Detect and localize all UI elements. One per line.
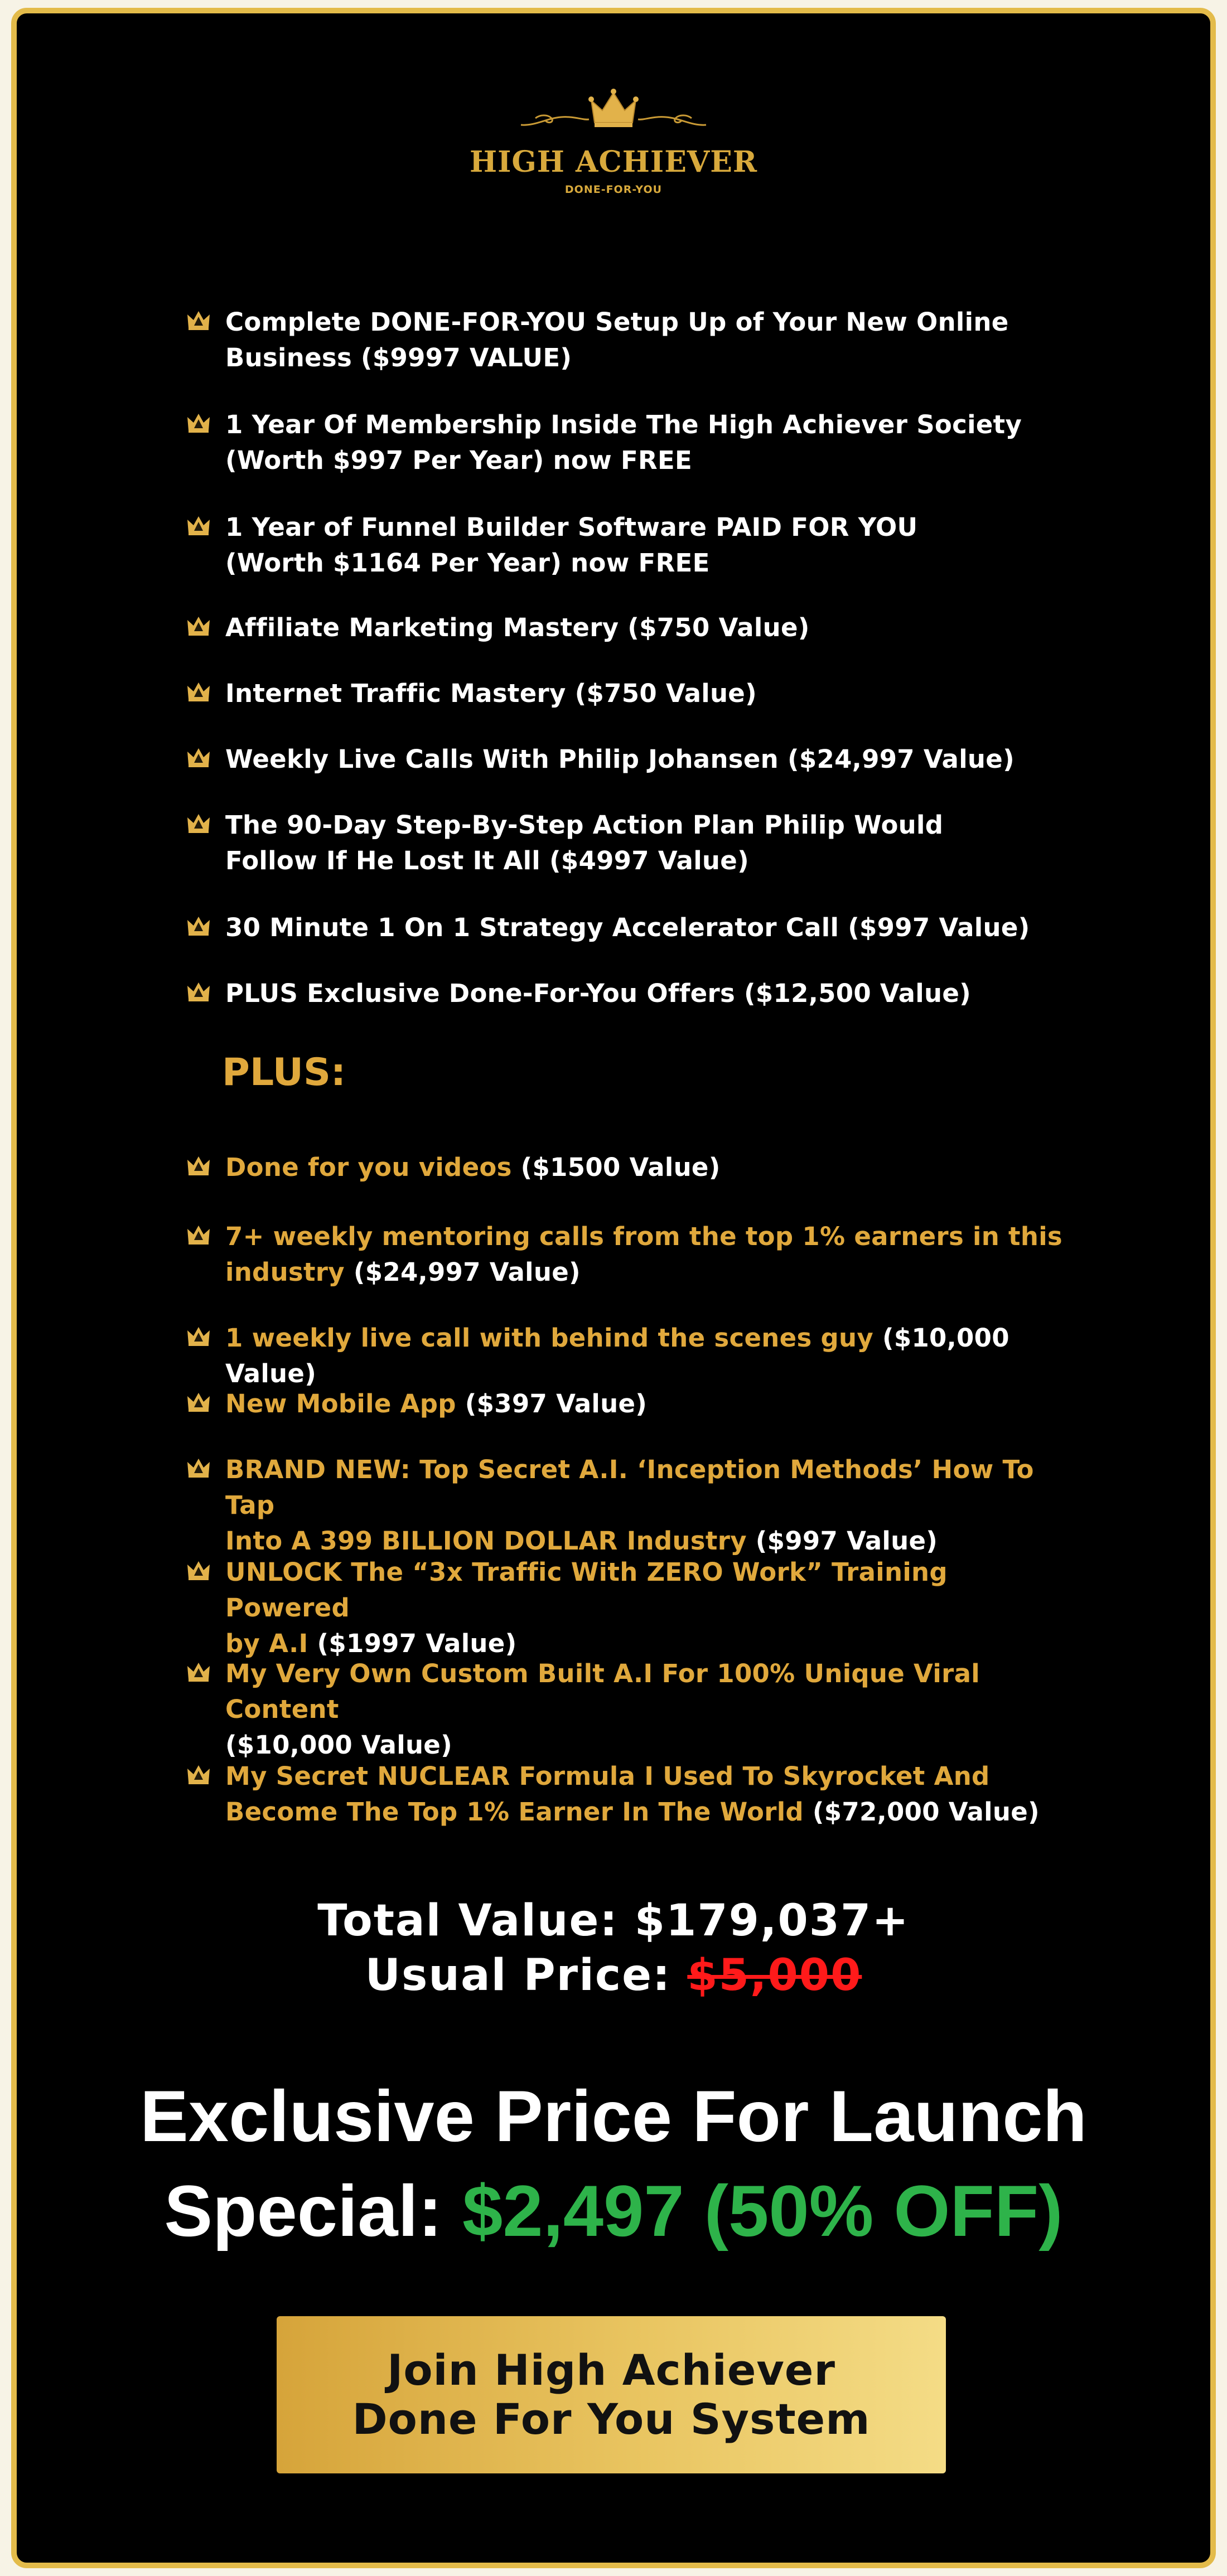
special-label: Special: xyxy=(164,2170,463,2251)
plus-offer-line xyxy=(225,1150,721,1185)
core-offer-item xyxy=(186,610,1079,646)
launch-price: $2,497 (50% OFF) xyxy=(462,2170,1063,2251)
plus-offer-text xyxy=(225,1386,647,1422)
crown-bullet-icon xyxy=(186,1456,211,1479)
join-button-line1: Join High Achiever xyxy=(387,2345,835,2395)
crown-bullet-icon xyxy=(186,1154,211,1176)
plus-offer-title: 1 weekly live call with behind the scenes guy xyxy=(225,1323,873,1353)
core-offer-line: (Worth $997 Per Year) now FREE xyxy=(225,446,693,475)
plus-offer-value: ($1500 Value) xyxy=(511,1153,721,1182)
plus-offer-line xyxy=(225,1219,1062,1255)
crown-logo-icon xyxy=(513,86,714,133)
total-value: Total Value: $179,037+ xyxy=(317,1896,910,1946)
exclusive-price-block xyxy=(17,2069,1210,2258)
core-offer-item xyxy=(186,910,1079,946)
join-button-line2: Done For You System xyxy=(352,2394,871,2444)
crown-bullet-icon xyxy=(186,411,211,434)
plus-offer-title: My Very Own Custom Built A.I For 100% Unique Viral Content xyxy=(225,1659,980,1724)
core-offer-line: 1 Year of Funnel Builder Software PAID FOR YOU xyxy=(225,512,918,542)
crown-bullet-icon xyxy=(186,914,211,937)
core-offer-text xyxy=(225,510,917,581)
crown-bullet-icon xyxy=(186,1559,211,1581)
plus-offer-title: Into A 399 BILLION DOLLAR Industry xyxy=(225,1526,747,1556)
plus-offer-text xyxy=(225,1320,1079,1392)
crown-bullet-icon xyxy=(186,1660,211,1683)
usual-price-label: Usual Price: xyxy=(365,1950,688,2001)
crown-bullet-icon xyxy=(186,1763,211,1785)
plus-offer-line xyxy=(225,1452,1079,1523)
plus-offer-text xyxy=(225,1555,1079,1662)
plus-offer-title: 7+ weekly mentoring calls from the top 1% earners in this xyxy=(225,1222,1063,1251)
core-offer-line: Complete DONE-FOR-YOU Setup Up of Your New Online xyxy=(225,307,1009,337)
plus-offer-title: UNLOCK The “3x Traffic With ZERO Work” Training Powered xyxy=(225,1557,948,1623)
plus-offer-item xyxy=(186,1320,1079,1392)
plus-offer-line xyxy=(225,1727,1079,1763)
plus-offer-title: BRAND NEW: Top Secret A.I. ‘Inception Methods’ How To Tap xyxy=(225,1455,1034,1520)
crown-bullet-icon xyxy=(186,614,211,637)
core-offer-item xyxy=(186,676,1079,711)
exclusive-special-line xyxy=(17,2163,1210,2258)
crown-bullet-icon xyxy=(186,746,211,768)
plus-offer-title: by A.I xyxy=(225,1629,308,1658)
plus-offer-item xyxy=(186,1219,1079,1290)
core-offer-text xyxy=(225,976,971,1011)
core-offer-line: (Worth $1164 Per Year) now FREE xyxy=(225,548,710,578)
join-button[interactable] xyxy=(277,2316,946,2473)
plus-offer-item xyxy=(186,1656,1079,1763)
total-value-block xyxy=(17,1894,1210,2003)
core-offer-line: 30 Minute 1 On 1 Strategy Accelerator Call ($997 Value) xyxy=(225,913,1030,942)
plus-offer-value: ($10,000 Value) xyxy=(225,1730,452,1760)
crown-bullet-icon xyxy=(186,980,211,1003)
core-offer-line: Follow If He Lost It All ($4997 Value) xyxy=(225,846,749,875)
plus-offer-item xyxy=(186,1452,1079,1559)
usual-price-line xyxy=(17,1948,1210,2003)
plus-offer-line xyxy=(225,1320,1079,1392)
plus-offer-value: ($72,000 Value) xyxy=(803,1797,1040,1827)
plus-offer-title: Become The Top 1% Earner In The World xyxy=(225,1797,804,1827)
core-offer-item xyxy=(186,304,1079,376)
plus-offer-title: My Secret NUCLEAR Formula I Used To Skyrocket And xyxy=(225,1761,990,1791)
plus-offer-line xyxy=(225,1794,1040,1830)
plus-offer-line xyxy=(225,1759,1040,1794)
plus-offer-text xyxy=(225,1150,721,1185)
core-offer-line: Internet Traffic Mastery ($750 Value) xyxy=(225,679,757,708)
plus-offer-value: ($1997 Value) xyxy=(308,1629,517,1658)
plus-offer-line xyxy=(225,1555,1079,1626)
core-offer-line: 1 Year Of Membership Inside The High Achiever Society xyxy=(225,410,1022,439)
brand-subtitle: DONE-FOR-YOU xyxy=(564,183,663,196)
core-offer-text xyxy=(225,610,810,646)
plus-offer-title: industry xyxy=(225,1257,345,1287)
core-offer-item xyxy=(186,510,1079,581)
offer-card xyxy=(11,8,1216,2568)
plus-offer-text xyxy=(225,1656,1079,1763)
plus-offer-value: ($24,997 Value) xyxy=(344,1257,581,1287)
crown-bullet-icon xyxy=(186,1325,211,1347)
crown-bullet-icon xyxy=(186,309,211,331)
core-offer-item xyxy=(186,976,1079,1011)
plus-offer-item xyxy=(186,1386,1079,1422)
core-offer-item xyxy=(186,407,1079,478)
exclusive-headline: Exclusive Price For Launch xyxy=(140,2075,1087,2157)
core-offer-text xyxy=(225,304,1009,376)
core-offer-line: Weekly Live Calls With Philip Johansen ($24,997 Value) xyxy=(225,744,1015,774)
core-offer-text xyxy=(225,742,1015,777)
plus-heading: PLUS: xyxy=(222,1050,346,1095)
plus-offer-line xyxy=(225,1255,1062,1290)
core-offer-text xyxy=(225,676,757,711)
brand-title: HIGH ACHIEVER xyxy=(469,145,758,179)
core-offer-line: PLUS Exclusive Done-For-You Offers ($12,500 Value) xyxy=(225,979,972,1008)
core-offer-text xyxy=(225,807,943,879)
plus-offer-item xyxy=(186,1759,1079,1830)
plus-offer-line xyxy=(225,1386,647,1422)
plus-offer-title: Done for you videos xyxy=(225,1153,512,1182)
plus-offer-value: ($997 Value) xyxy=(746,1526,938,1556)
crown-bullet-icon xyxy=(186,812,211,834)
usual-price-struck: $5,000 xyxy=(687,1950,862,2001)
plus-offer-line xyxy=(225,1523,1079,1559)
core-offer-text xyxy=(225,407,1022,478)
plus-offer-text xyxy=(225,1759,1040,1830)
core-offer-item xyxy=(186,807,1079,879)
plus-offer-item xyxy=(186,1555,1079,1662)
brand-logo xyxy=(17,86,1210,196)
crown-bullet-icon xyxy=(186,680,211,703)
plus-offer-text xyxy=(225,1219,1062,1290)
plus-offer-value: ($397 Value) xyxy=(456,1389,648,1418)
crown-bullet-icon xyxy=(186,514,211,536)
crown-bullet-icon xyxy=(186,1223,211,1246)
core-offer-line: Affiliate Marketing Mastery ($750 Value) xyxy=(225,613,810,642)
core-offer-item xyxy=(186,742,1079,777)
core-offer-line: The 90-Day Step-By-Step Action Plan Philip Would xyxy=(225,810,944,840)
plus-offer-title: New Mobile App xyxy=(225,1389,456,1418)
plus-offer-text xyxy=(225,1452,1079,1559)
core-offer-line: Business ($9997 VALUE) xyxy=(225,343,572,372)
crown-bullet-icon xyxy=(186,1391,211,1413)
plus-offer-item xyxy=(186,1150,1079,1185)
plus-offer-line xyxy=(225,1656,1079,1727)
core-offer-text xyxy=(225,910,1030,946)
plus-offer-value: ($10,000 Value) xyxy=(225,1323,1009,1388)
